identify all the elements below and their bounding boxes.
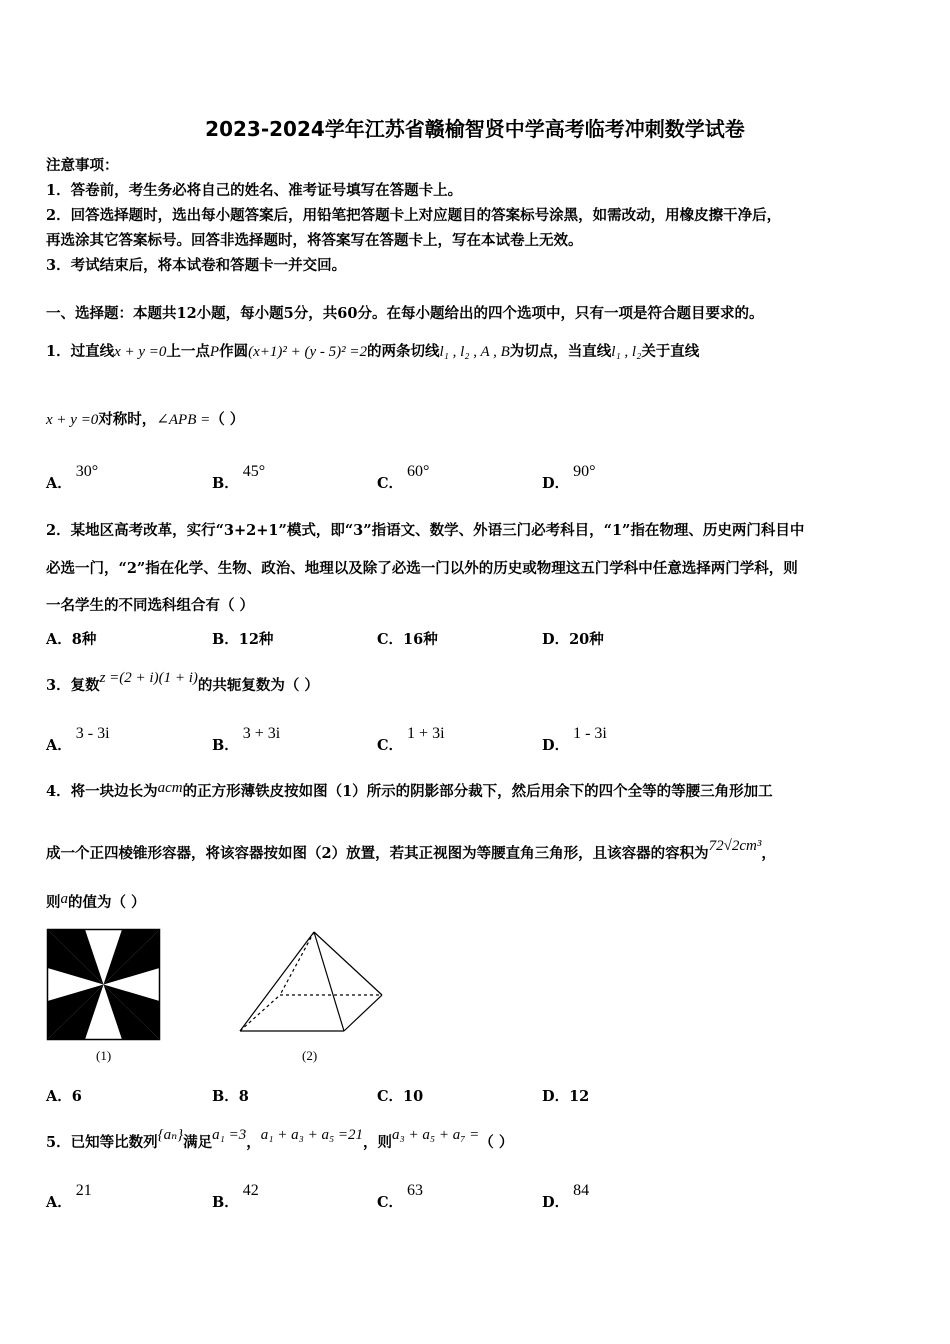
q4-text: 成一个正四棱锥形容器，将该容器按如图（2）放置，若其正视图为等腰直角三角形，且该容器的容积为 (46, 845, 709, 862)
page-title: 2023-2024学年江苏省赣榆智贤中学高考临考冲刺数学试卷 (205, 117, 745, 141)
q4-text: 则 (46, 894, 61, 911)
q5-math: {aₙ} (157, 1127, 184, 1143)
notice-item: 3．考试结束后，将本试卷和答题卡一并交回。 (46, 257, 347, 274)
notice-item: 再选涂其它答案标号。回答非选择题时，将答案写在答题卡上，写在本试卷上无效。 (46, 232, 583, 249)
q5-text: ，则 (363, 1134, 393, 1151)
question-2-line: 一名学生的不同选科组合有（ ） (46, 597, 255, 614)
section-heading: 一、选择题：本题共12小题，每小题5分，共60分。在每小题给出的四个选项中，只有一项是符合题目要求的。 (46, 305, 764, 322)
option[interactable]: A．3 - 3i (46, 725, 110, 754)
q1-text: （ ） (210, 411, 245, 428)
q4-text: 的正方形薄铁皮按如图（1）所示的阴影部分裁下，然后用余下的四个全等的等腰三角形加工 (182, 783, 773, 800)
figure-2-caption: (2) (302, 1048, 318, 1063)
q3-text: 的共轭复数为（ ） (197, 677, 319, 694)
option[interactable]: C．60° (377, 463, 430, 492)
option[interactable]: C．63 (377, 1182, 424, 1211)
notice-heading: 注意事项： (46, 157, 119, 174)
q4-text: 4．将一块边长为 (46, 783, 158, 800)
option[interactable]: A．8种 (46, 631, 97, 648)
option[interactable]: B．3 + 3i (212, 725, 281, 754)
option[interactable]: D．90° (542, 463, 596, 492)
option[interactable]: B．12种 (212, 631, 274, 648)
option[interactable]: B．8 (212, 1088, 249, 1105)
option[interactable]: C．10 (377, 1088, 424, 1105)
q4-text: 的值为（ ） (68, 894, 146, 911)
q1-math: x + y =0 (114, 344, 167, 360)
q1-math: ∠APB = (156, 412, 211, 428)
q4-math: acm (157, 780, 183, 796)
option[interactable]: A．21 (46, 1182, 92, 1211)
option[interactable]: B．45° (212, 463, 266, 492)
option[interactable]: D．20种 (542, 631, 604, 648)
question-3 (46, 670, 319, 695)
question-4-line-2 (46, 838, 776, 863)
option[interactable]: D．1 - 3i (542, 725, 607, 754)
option[interactable]: B．42 (212, 1182, 259, 1211)
q4-math: a (60, 891, 68, 907)
question-2-line: 2．某地区高考改革，实行“3+2+1”模式，即“3”指语文、数学、外语三门必考科目，“1”指在物理、历史两门科目中 (46, 522, 805, 539)
q1-math: x + y =0 (46, 412, 99, 428)
q1-text: 的两条切线 (366, 343, 440, 360)
notice-item: 2．回答选择题时，选出每小题答案后，用铅笔把答题卡上对应题目的答案标号涂黑，如需改动，用橡皮擦干净后， (46, 207, 782, 224)
notice-item: 1．答卷前，考生务必将自己的姓名、准考证号填写在答题卡上。 (46, 182, 463, 199)
q1-text: 为切点，当直线 (509, 343, 612, 360)
q1-math: l₁ , l₂ (611, 344, 642, 360)
q5-text: （ ） (479, 1134, 514, 1151)
q5-math: a₁ =3 (212, 1127, 247, 1143)
q1-math: (x+1)² + (y - 5)² =2 (248, 344, 367, 360)
q1-text: 1．过直线 (46, 343, 115, 360)
option[interactable]: A．30° (46, 463, 99, 492)
option[interactable]: C．1 + 3i (377, 725, 445, 754)
q4-text: ， (761, 845, 776, 862)
q1-text: 关于直线 (641, 343, 700, 360)
question-4-line-1 (46, 780, 773, 801)
q5-math: a₁ + a₃ + a₅ =21 (260, 1127, 364, 1143)
q1-math: P (209, 344, 220, 360)
q1-text: 对称时， (98, 411, 157, 428)
question-5 (46, 1127, 514, 1152)
q3-text: 3．复数 (46, 677, 100, 694)
q5-text: 5．已知等比数列 (46, 1134, 158, 1151)
option[interactable]: C．16种 (377, 631, 438, 648)
q5-text: 满足 (183, 1134, 213, 1151)
q1-text: 作圆 (219, 343, 249, 360)
question-1-line-1 (46, 340, 699, 361)
option[interactable]: D．84 (542, 1182, 590, 1211)
option[interactable]: A．6 (46, 1088, 82, 1105)
question-2-line: 必选一门，“2”指在化学、生物、政治、地理以及除了必选一门以外的历史或物理这五门学科中任意选择两门学科，则 (46, 560, 798, 577)
q3-math: z =(2 + i)(1 + i) (99, 670, 198, 686)
q1-math: l₁ , l₂ , A , B (439, 344, 510, 360)
q1-text: 上一点 (166, 343, 210, 360)
option[interactable]: D．12 (542, 1088, 590, 1105)
figure-1-caption: (1) (96, 1048, 112, 1063)
figure-2-pyramid-diagram (236, 928, 386, 1036)
q4-math: 72√2cm³ (708, 838, 762, 854)
figure-1-square-diagram (46, 928, 162, 1042)
q5-math: a₃ + a₅ + a₇ = (392, 1127, 480, 1143)
q5-text: ， (246, 1134, 261, 1151)
question-4-line-3 (46, 891, 146, 912)
question-1-line-2 (46, 408, 244, 429)
